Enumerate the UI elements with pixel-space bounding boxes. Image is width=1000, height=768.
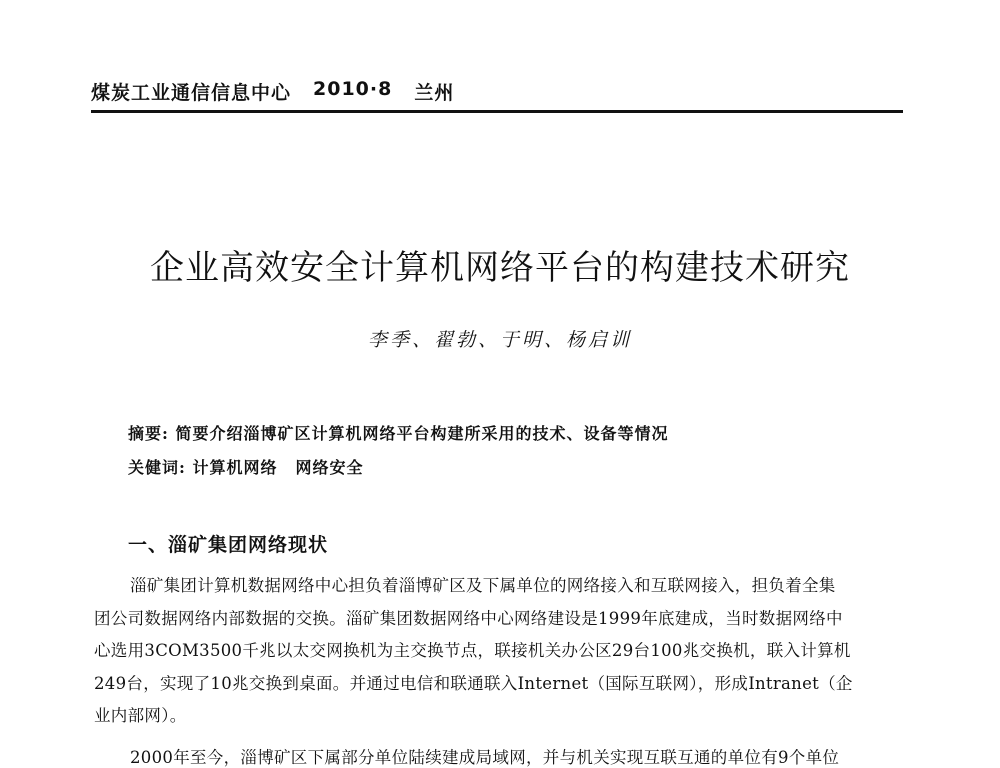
body-line: 249台，实现了10兆交换到桌面。并通过电信和联通联入Internet（国际互联网），形成Intranet（企 bbox=[94, 673, 853, 693]
keyword-item: 计算机网络 bbox=[192, 458, 278, 477]
keywords bbox=[128, 455, 382, 478]
author-list: 李季、翟勃、于明、杨启训 bbox=[367, 329, 632, 351]
running-head bbox=[91, 78, 476, 105]
section-heading: 一、淄矿集团网络现状 bbox=[128, 534, 329, 556]
body-line: 团公司数据网络内部数据的交换。淄矿集团数据网络中心网络建设是1999年底建成，当时数据网络中 bbox=[94, 608, 843, 628]
issue-date: 2010·8 bbox=[313, 78, 393, 100]
keyword-item: 网络安全 bbox=[295, 458, 364, 477]
abstract-label: 摘要: bbox=[128, 424, 169, 443]
body-line: 业内部网）。 bbox=[94, 706, 187, 726]
keywords-label: 关健词: bbox=[128, 458, 186, 477]
header-rule bbox=[91, 110, 903, 113]
journal-name: 煤炭工业通信信息中心 bbox=[91, 82, 292, 104]
body-line: 心选用3COM3500千兆以太交网换机为主交换节点，联接机关办公区29台100兆交换机，联入计算机 bbox=[94, 641, 851, 661]
body-paragraph bbox=[94, 570, 904, 733]
abstract-text: 简要介绍淄博矿区计算机网络平台构建所采用的技术、设备等情况 bbox=[175, 424, 669, 443]
paper-title: 企业高效安全计算机网络平台的构建技术研究 bbox=[150, 248, 850, 288]
truncated-body-line: 2000年至今，淄博矿区下属部分单位陆续建成局域网，并与机关实现互联互通的单位有9个单位 bbox=[130, 748, 840, 767]
abstract bbox=[128, 421, 669, 444]
issue-place: 兰州 bbox=[414, 82, 455, 104]
body-line: 淄矿集团计算机数据网络中心担负着淄博矿区及下属单位的网络接入和互联网接入，担负着全集 bbox=[130, 576, 836, 595]
